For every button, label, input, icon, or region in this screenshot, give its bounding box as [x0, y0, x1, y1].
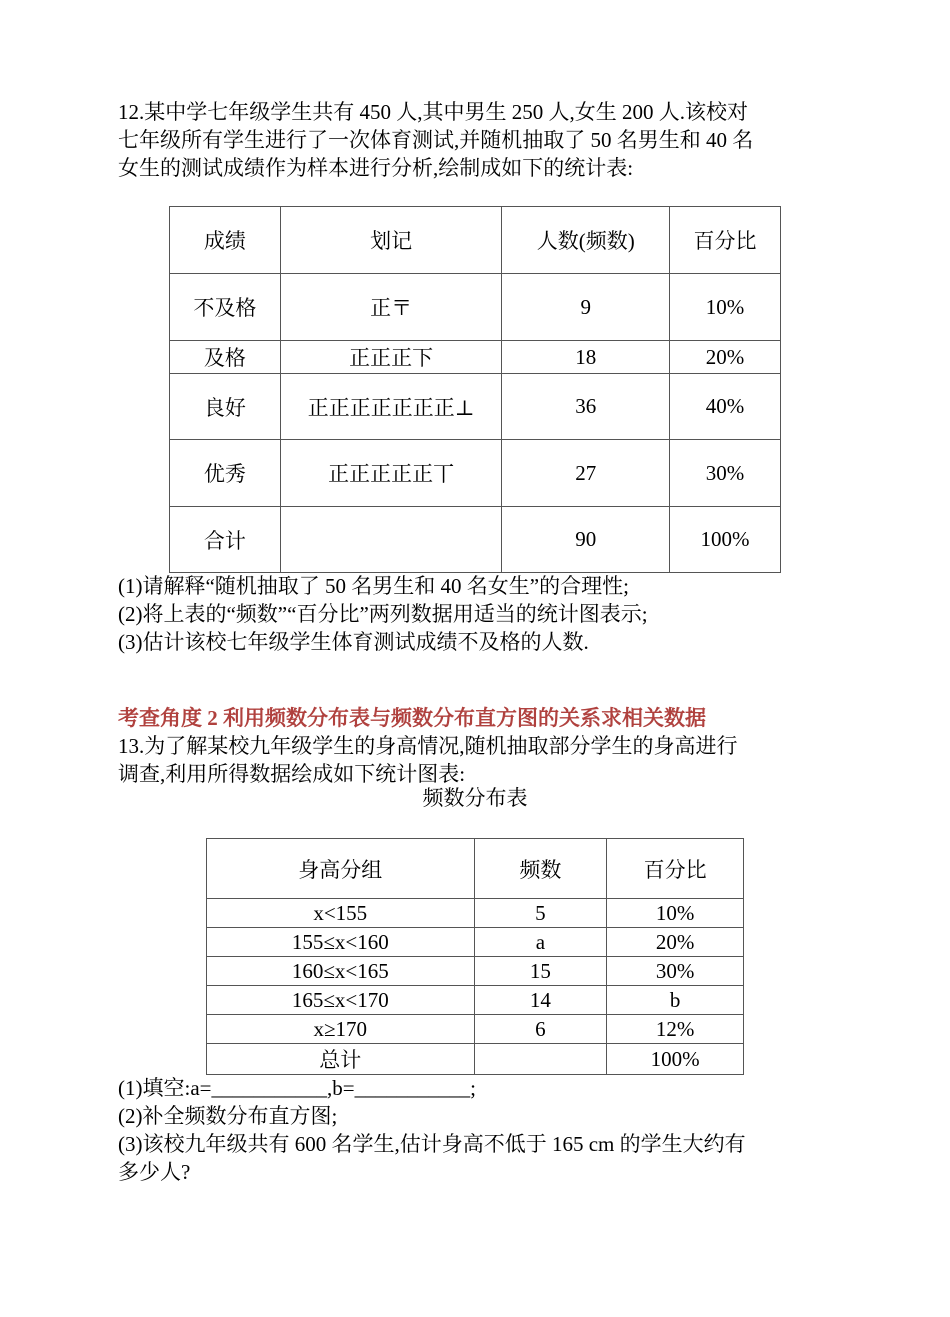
tally-cell: 正正正正正正正⊥ — [280, 374, 502, 440]
table-cell: 14 — [474, 986, 607, 1015]
header-cell: 身高分组 — [207, 839, 475, 899]
q13-questions — [118, 1074, 838, 1186]
table-cell: 合计 — [170, 507, 281, 573]
table-cell: 90 — [502, 507, 670, 573]
table-row — [170, 507, 781, 573]
table-cell — [474, 1044, 607, 1075]
table-cell: 12% — [607, 1015, 744, 1044]
table-cell: 及格 — [170, 341, 281, 374]
table-cell: 30% — [607, 957, 744, 986]
table-row — [207, 928, 744, 957]
header-cell: 成绩 — [170, 207, 281, 274]
table-cell: 160≤x<165 — [207, 957, 475, 986]
table-cell: 40% — [670, 374, 781, 440]
header-cell: 百分比 — [607, 839, 744, 899]
section-heading: 考查角度 2 利用频数分布表与频数分布直方图的关系求相关数据 — [118, 706, 706, 730]
tally-cell: 正正正下 — [280, 341, 502, 374]
table-cell: 155≤x<160 — [207, 928, 475, 957]
header-cell: 人数(频数) — [502, 207, 670, 274]
tally-cell — [280, 507, 502, 573]
table-cell: 良好 — [170, 374, 281, 440]
question-line: (2)补全频数分布直方图; — [118, 1104, 338, 1128]
q12-line: 12.某中学七年级学生共有 450 人,其中男生 250 人,女生 200 人.该校对 — [118, 100, 748, 124]
q12-line: 女生的测试成绩作为样本进行分析,绘制成如下的统计表: — [118, 156, 634, 180]
table-cell: 9 — [502, 274, 670, 341]
header-cell: 划记 — [280, 207, 502, 274]
table-header-row — [207, 839, 744, 899]
header-cell: 百分比 — [670, 207, 781, 274]
table-row — [207, 986, 744, 1015]
table-caption: 频数分布表 — [422, 786, 528, 810]
table-cell: 165≤x<170 — [207, 986, 475, 1015]
table-cell: 优秀 — [170, 440, 281, 507]
table-cell: 总计 — [207, 1044, 475, 1075]
table-row — [207, 1044, 744, 1075]
table-cell: 5 — [474, 899, 607, 928]
table-cell: x≥170 — [207, 1015, 475, 1044]
question-line: (1)填空:a=___________,b=___________; — [118, 1076, 476, 1100]
question-line: (3)估计该校七年级学生体育测试成绩不及格的人数. — [118, 630, 589, 654]
table-cell: 27 — [502, 440, 670, 507]
q13-line: 13.为了解某校九年级学生的身高情况,随机抽取部分学生的身高进行 — [118, 734, 738, 758]
table-cell: 不及格 — [170, 274, 281, 341]
table-row — [170, 440, 781, 507]
table-row — [207, 1015, 744, 1044]
q13-line: 调查,利用所得数据绘成如下统计图表: — [118, 762, 466, 786]
table-row — [207, 957, 744, 986]
question-line: (1)请解释“随机抽取了 50 名男生和 40 名女生”的合理性; — [118, 574, 629, 598]
table-header-row — [170, 207, 781, 274]
q12-questions — [118, 572, 838, 656]
table-cell: 100% — [607, 1044, 744, 1075]
q12-line: 七年级所有学生进行了一次体育测试,并随机抽取了 50 名男生和 40 名 — [118, 128, 754, 152]
question-line: (3)该校九年级共有 600 名学生,估计身高不低于 165 cm 的学生大约有 — [118, 1132, 746, 1156]
table-cell: 10% — [607, 899, 744, 928]
table-cell: 36 — [502, 374, 670, 440]
q13-frequency-table — [206, 838, 744, 1075]
table-cell: b — [607, 986, 744, 1015]
q13-stem — [118, 732, 838, 788]
table-cell: 100% — [670, 507, 781, 573]
header-cell: 频数 — [474, 839, 607, 899]
table-cell: 10% — [670, 274, 781, 341]
table-row — [170, 341, 781, 374]
question-line: (2)将上表的“频数”“百分比”两列数据用适当的统计图表示; — [118, 602, 648, 626]
table-cell: 6 — [474, 1015, 607, 1044]
table-row — [170, 274, 781, 341]
tally-cell: 正〒 — [280, 274, 502, 341]
table-cell: x<155 — [207, 899, 475, 928]
table-cell: 30% — [670, 440, 781, 507]
table-cell: 18 — [502, 341, 670, 374]
q12-stats-table — [169, 206, 781, 573]
question-line: 多少人? — [118, 1160, 191, 1184]
table-row — [170, 374, 781, 440]
table-cell: 20% — [607, 928, 744, 957]
table-row — [207, 899, 744, 928]
tally-cell: 正正正正正丅 — [280, 440, 502, 507]
q12-stem — [118, 98, 838, 182]
table-cell: a — [474, 928, 607, 957]
table-cell: 20% — [670, 341, 781, 374]
table-cell: 15 — [474, 957, 607, 986]
